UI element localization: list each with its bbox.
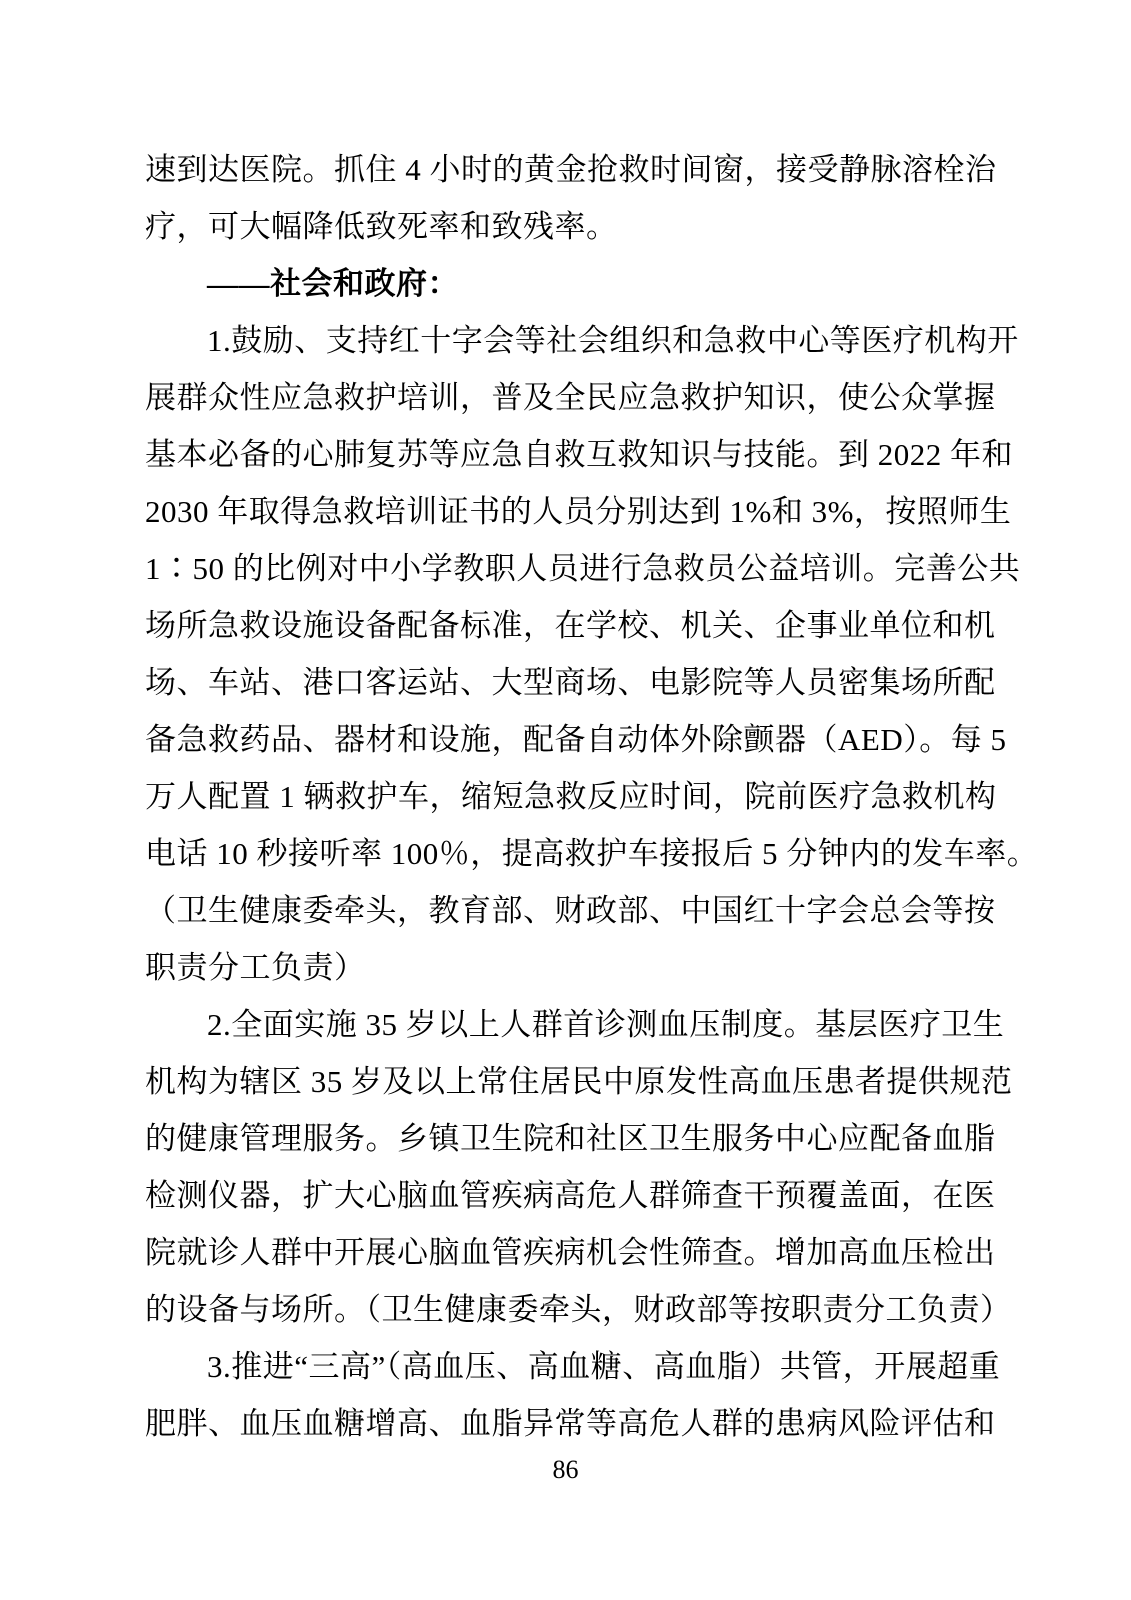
text-line: 备急救药品、器材和设施，配备自动体外除颤器（AED）。每 5 bbox=[145, 722, 1007, 757]
text-line: 疗，可大幅降低致死率和致残率。 bbox=[145, 209, 618, 244]
text-line: 2030 年取得急救培训证书的人员分别达到 1%和 3%，按照师生 bbox=[145, 494, 1012, 529]
text-line: 检测仪器，扩大心脑血管疾病高危人群筛查干预覆盖面，在医 bbox=[145, 1178, 996, 1213]
document-body bbox=[145, 141, 1039, 1452]
text-line: 2.全面实施 35 岁以上人群首诊测血压制度。基层医疗卫生 bbox=[207, 1007, 1005, 1042]
heading-society-and-government bbox=[145, 255, 985, 312]
text-line: 场所急救设施设备配备标准，在学校、机关、企事业单位和机 bbox=[145, 608, 996, 643]
text-line: 肥胖、血压血糖增高、血脂异常等高危人群的患病风险评估和 bbox=[145, 1406, 996, 1441]
text-line: 万人配置 1 辆救护车，缩短急救反应时间，院前医疗急救机构 bbox=[145, 779, 997, 814]
text-line: 基本必备的心肺复苏等应急自救互救知识与技能。到 2022 年和 bbox=[145, 437, 1013, 472]
text-line: ——社会和政府： bbox=[207, 266, 459, 301]
text-line: 电话 10 秒接听率 100％，提高救护车接报后 5 分钟内的发车率。 bbox=[145, 836, 1039, 871]
paragraph-item-1-first-aid-training bbox=[145, 312, 1039, 996]
text-line: 1.鼓励、支持红十字会等社会组织和急救中心等医疗机构开 bbox=[207, 323, 1019, 358]
paragraph-stroke-treatment-continuation bbox=[145, 141, 997, 255]
text-line: 速到达医院。抓住 4 小时的黄金抢救时间窗，接受静脉溶栓治 bbox=[145, 152, 997, 187]
text-line: 院就诊人群中开展心脑血管疾病机会性筛查。增加高血压检出 bbox=[145, 1235, 996, 1270]
text-line: 的设备与场所。（卫生健康委牵头，财政部等按职责分工负责） bbox=[145, 1292, 1012, 1327]
page-number: 86 bbox=[552, 1455, 579, 1484]
text-line: 职责分工负责） bbox=[145, 950, 366, 985]
text-line: 机构为辖区 35 岁及以上常住居民中原发性高血压患者提供规范 bbox=[145, 1064, 1013, 1099]
text-line: 的健康管理服务。乡镇卫生院和社区卫生服务中心应配备血脂 bbox=[145, 1121, 996, 1156]
paragraph-item-3-three-highs-management bbox=[145, 1338, 1001, 1452]
text-line: 场、车站、港口客运站、大型商场、电影院等人员密集场所配 bbox=[145, 665, 996, 700]
text-line: 展群众性应急救护培训，普及全民应急救护知识，使公众掌握 bbox=[145, 380, 996, 415]
text-line: 1∶50 的比例对中小学教职人员进行急救员公益培训。完善公共 bbox=[145, 551, 1021, 586]
paragraph-item-2-blood-pressure-screening bbox=[145, 996, 1013, 1338]
text-line: （卫生健康委牵头，教育部、财政部、中国红十字会总会等按 bbox=[145, 893, 996, 928]
text-line: 3.推进“三高”（高血压、高血糖、高血脂）共管，开展超重 bbox=[207, 1349, 1001, 1384]
